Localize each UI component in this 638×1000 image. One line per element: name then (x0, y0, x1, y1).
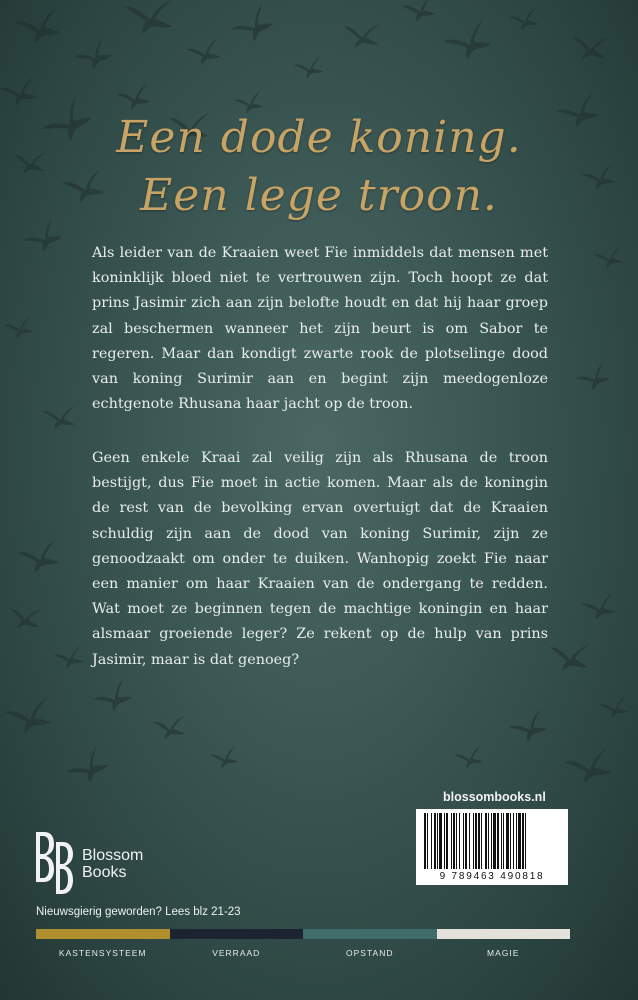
publisher-website: blossombooks.nl (443, 790, 546, 804)
barcode-bar (506, 813, 509, 869)
barcode-bar (522, 813, 524, 869)
theme-label: VERRAAD (212, 948, 261, 958)
barcode-bar (497, 813, 499, 869)
barcode-bar (439, 813, 442, 869)
barcode-bar (493, 813, 496, 869)
theme-legend (36, 929, 570, 958)
barcode-bar (446, 813, 448, 869)
barcode-bar (437, 813, 438, 869)
barcode-bar (459, 813, 460, 869)
theme-verraad (170, 929, 304, 958)
tagline-line-2: Een lege troon. (140, 170, 498, 221)
barcode-bar (465, 813, 467, 869)
barcode-bar (427, 813, 428, 869)
blossom-books-logo-icon (36, 832, 74, 894)
barcode-bar (491, 813, 492, 869)
theme-label: KASTENSYSTEEM (58, 948, 147, 958)
barcode-bar (525, 813, 526, 869)
barcode-bar (473, 813, 474, 869)
preview-teaser: Nieuwsgierig geworden? Lees blz 21-23 (36, 906, 241, 918)
barcode-bar (469, 813, 470, 869)
barcode-bar (475, 813, 477, 869)
barcode-bar (463, 813, 464, 869)
barcode-bars (424, 813, 560, 869)
theme-magie (437, 929, 571, 958)
blurb-paragraph-1: Als leider van de Kraaien weet Fie inmiddels dat mensen met koninklijk bloed niet te vertrouwen zijn. Toch hoopt ze dat prins Jasimir zich aan zijn belofte houdt en dat hij haar groep zal beschermen wanneer het zijn beurt is om Sabor te regeren. Maar dan kondigt zwarte rook de plotselinge dood van koning Surimir aan en begint zijn meedogenloze echtgenote Rhusana haar jacht op de troon. (92, 245, 548, 413)
barcode-bar (513, 813, 514, 869)
barcode-bar (488, 813, 489, 869)
barcode-bar (444, 813, 445, 869)
barcode-bar (485, 813, 487, 869)
barcode-bar (456, 813, 457, 869)
barcode-bar (503, 813, 504, 869)
barcode-bar (424, 813, 426, 869)
barcode-bar (510, 813, 511, 869)
publisher-name-line-1: Blossom (82, 847, 144, 864)
theme-color-bar (303, 929, 437, 939)
theme-label: OPSTAND (346, 948, 394, 958)
tagline-line-1: Een dode koning. (116, 112, 522, 163)
theme-opstand (303, 929, 437, 958)
barcode-bar (431, 813, 432, 869)
blurb-paragraph-2: Geen enkele Kraai zal veilig zijn als Rhusana de troon bestijgt, dus Fie moet in actie komen. Maar als de koningin de rest van de bevolking ervan overtuigt dat de Kraaien schuldig zijn aan de dood van koning Surimir, zijn ze genoodzaakt om onder te duiken. Wanhopig zoekt Fie naar een manier om haar Kraaien van de ondergang te redden. Wat moet ze beginnen tegen de machtige koningin en haar alsmaar groeiende leger? Ze rekent op de hulp van prins Jasimir, maar is dat genoeg? (92, 450, 548, 668)
barcode-bar (481, 813, 482, 869)
theme-color-bar (36, 929, 170, 939)
barcode-bar (453, 813, 455, 869)
barcode-bar (434, 813, 436, 869)
barcode-bar (451, 813, 452, 869)
publisher-name (82, 847, 143, 881)
theme-color-bar (437, 929, 571, 939)
isbn-barcode (416, 809, 568, 885)
barcode-bar (501, 813, 502, 869)
barcode-bar (478, 813, 480, 869)
isbn-number: 9 789463 490818 (439, 871, 545, 882)
publisher-name-line-2: Books (82, 864, 127, 881)
theme-kastensysteem (36, 929, 170, 958)
theme-label: MAGIE (487, 948, 520, 958)
barcode-bar (518, 813, 521, 869)
barcode-bar (516, 813, 517, 869)
theme-color-bar (170, 929, 304, 939)
